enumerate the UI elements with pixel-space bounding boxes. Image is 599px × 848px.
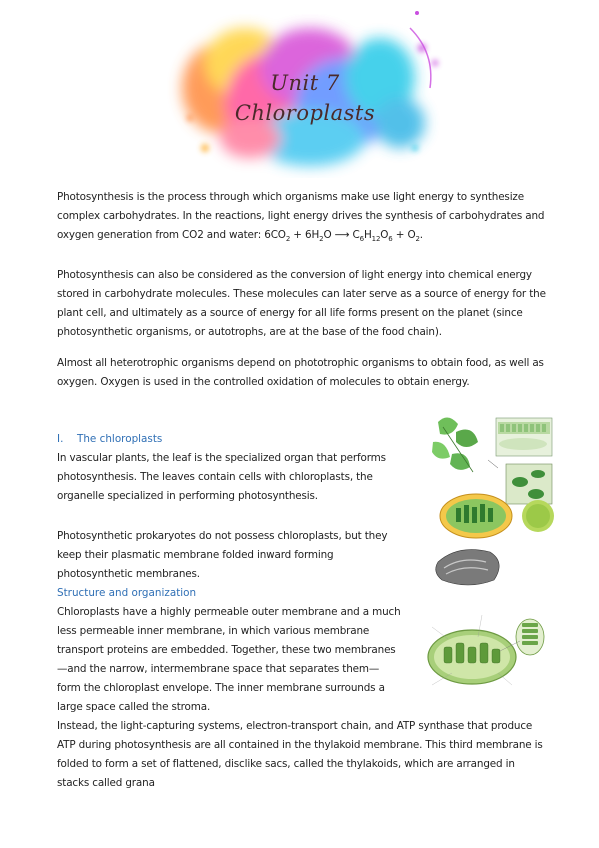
section-number: I. — [57, 433, 64, 445]
intro-paragraph-2: Photosynthesis can also be considered as the conversion of light energy into chemical energy stored in carbohydrate molecules. These molecules can later serve as a source of energy for the plant cell, and ultimately as a source of energy for all life forms present on the planet (since photosynthetic organisms, or autotrophs, are at the base of the food chain). — [57, 269, 546, 338]
section1-paragraph-2: Photosynthetic prokaryotes do not possess chloroplasts, but they keep their plasmatic membrane folded inward forming photosynthetic membranes. — [57, 530, 388, 580]
photosynthesis-equation: $6CO_2 + 6H_2O$ ⟶ $C_6H_{12}O_6 + O_2$. — [264, 229, 423, 244]
page-title — [230, 68, 380, 128]
section1-paragraph-1: In vascular plants, the leaf is the specialized organ that performs photosynthesis. The leaves contain cells with chloroplasts, the organelle specialized in performing photosynthesis. — [57, 452, 386, 502]
structure-paragraph-2: Instead, the light-capturing systems, electron-transport chain, and ATP synthase that produce ATP during photosynthesis are all contained in the thylakoid membrane. This third membrane is folded to form a set of flattened, disclike sacs, called the thylakoids, which are arranged in stacks called grana — [57, 720, 543, 789]
chloroplast-structure-figure — [412, 607, 554, 695]
intro-paragraph-3: Almost all heterotrophic organisms depend on phototrophic organisms to obtain food, as well as oxygen. Oxygen is used in the controlled oxidation of molecules to obtain energy. — [57, 357, 544, 388]
leaf-chloroplast-figure — [428, 412, 558, 592]
intro-paragraph-1 — [57, 188, 547, 245]
section-heading-structure: Structure and organization — [57, 587, 197, 599]
structure-paragraph-1: Chloroplasts have a highly permeable outer membrane and a much less permeable inner membrane, in which various membrane transport proteins are embedded. Together, these two membranes—and the narrow, intermembrane space that separates them—form the chloroplast envelope. The inner membrane surrounds a large space called the stroma. — [57, 606, 401, 713]
section-heading-chloroplasts — [57, 430, 162, 448]
title-topic: Chloroplasts — [234, 101, 376, 125]
intro-p1-text: Photosynthesis is the process through which organisms make use light energy to synthesize complex carbohydrates. In the reactions, light energy drives the synthesis of carbohydrates and oxygen generation from CO2 and water: — [57, 191, 545, 241]
title-unit: Unit 7 — [270, 71, 340, 95]
section-title: The chloroplasts — [77, 433, 163, 445]
leaf-cross-section — [496, 418, 552, 456]
